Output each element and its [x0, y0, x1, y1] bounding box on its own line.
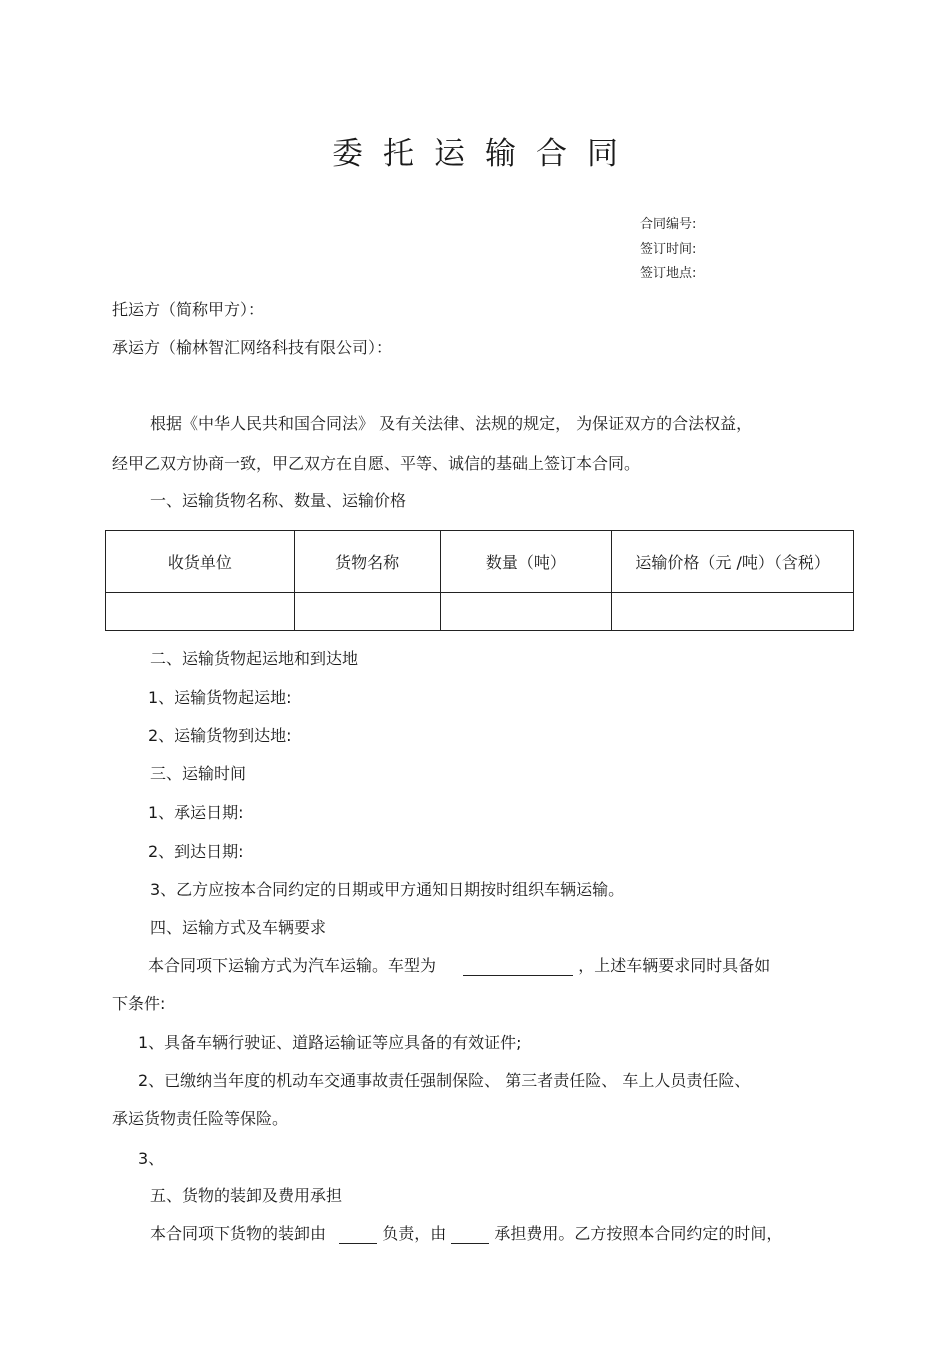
contract-number-label: 合同编号:	[640, 217, 697, 232]
table-cell	[106, 593, 295, 631]
section-5-paragraph-line-1	[150, 1221, 782, 1244]
section-4-item-3: 3、	[138, 1149, 165, 1168]
table-row	[106, 593, 854, 631]
party-a-label: 托运方（简称甲方）：	[112, 300, 265, 319]
section-4-paragraph-line-2: 下条件:	[112, 994, 166, 1013]
loading-terms-text: 承担费用。乙方按照本合同约定的时间，	[494, 1224, 783, 1243]
loading-responsible-text: 本合同项下货物的装卸由	[150, 1224, 327, 1243]
loading-cost-text: 负责，由	[382, 1224, 447, 1243]
vehicle-type-text: 本合同项下运输方式为汽车运输。车型为	[148, 956, 437, 975]
section-1-heading: 一、运输货物名称、数量、运输价格	[150, 491, 407, 510]
section-2-item-2: 2、运输货物到达地:	[148, 726, 292, 745]
table-header-cell: 收货单位	[106, 531, 295, 593]
section-3-item-2: 2、到达日期:	[148, 842, 244, 861]
vehicle-requirements-text: ，上述车辆要求同时具备如	[578, 956, 771, 975]
section-4-paragraph-line-1	[148, 953, 770, 976]
section-5-heading: 五、货物的装卸及费用承担	[150, 1186, 343, 1205]
loading-party-blank	[339, 1225, 377, 1244]
table-cell	[294, 593, 440, 631]
cost-party-blank	[451, 1225, 489, 1244]
section-2-heading: 二、运输货物起运地和到达地	[150, 649, 359, 668]
sign-time-label: 签订时间:	[640, 242, 697, 257]
section-3-heading: 三、运输时间	[150, 764, 247, 783]
intro-paragraph-line-1: 根据《中华人民共和国合同法》 及有关法律、法规的规定， 为保证双方的合法权益，	[150, 414, 753, 433]
section-4-item-1: 1、具备车辆行驶证、道路运输证等应具备的有效证件;	[138, 1033, 522, 1052]
sign-place-label: 签订地点:	[640, 266, 697, 281]
document-title: 委托运输合同	[332, 136, 638, 172]
table-cell	[440, 593, 612, 631]
intro-paragraph-line-2: 经甲乙双方协商一致，甲乙双方在自愿、平等、诚信的基础上签订本合同。	[112, 454, 641, 473]
section-2-item-1: 1、运输货物起运地:	[148, 688, 292, 707]
vehicle-type-blank	[463, 957, 573, 976]
table-cell	[612, 593, 854, 631]
table-header-cell: 数量（吨）	[440, 531, 612, 593]
section-4-heading: 四、运输方式及车辆要求	[150, 918, 327, 937]
party-b-label: 承运方（榆林智汇网络科技有限公司）：	[112, 338, 393, 357]
section-4-item-2: 2、已缴纳当年度的机动车交通事故责任强制保险、 第三者责任险、 车上人员责任险、	[138, 1071, 751, 1090]
section-3-item-3: 3、乙方应按本合同约定的日期或甲方通知日期按时组织车辆运输。	[150, 880, 625, 899]
table-header-cell: 货物名称	[294, 531, 440, 593]
section-3-item-1: 1、承运日期:	[148, 803, 244, 822]
table-header-cell: 运输价格（元 /吨）（含税）	[612, 531, 854, 593]
section-4-item-2-continued: 承运货物责任险等保险。	[112, 1109, 289, 1128]
goods-table	[105, 530, 854, 631]
table-header-row	[106, 531, 854, 593]
